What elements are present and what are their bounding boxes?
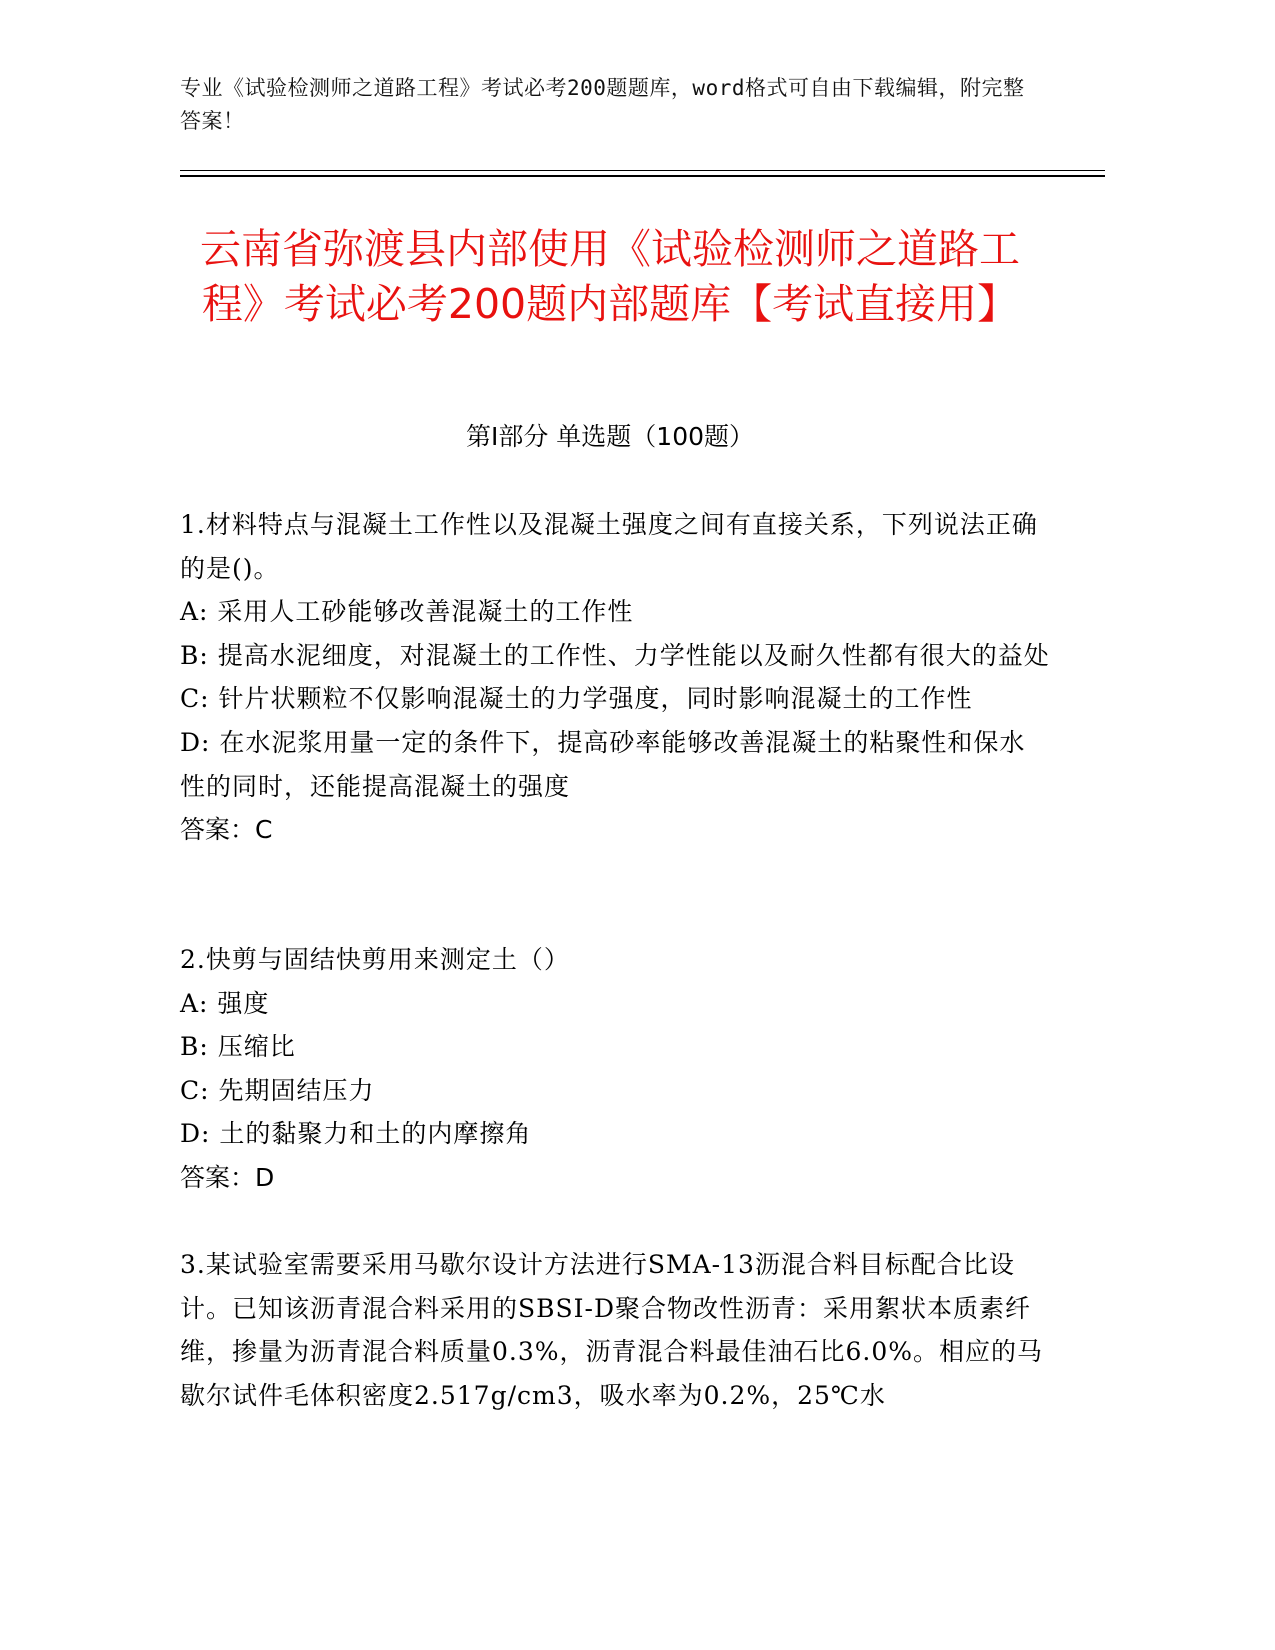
answer: 答案：C: [180, 815, 273, 845]
question-3: [180, 1243, 1050, 1417]
header-divider-thick: [180, 175, 1105, 177]
header-note: 专业《试验检测师之道路工程》考试必考200题题库，word格式可自由下载编辑，附完整答案！: [180, 76, 1025, 133]
option-c: C: 先期固结压力: [180, 1075, 375, 1105]
section-title: 第I部分 单选题（100题）: [465, 422, 755, 451]
option-b: B: 提高水泥细度，对混凝土的工作性、力学性能以及耐久性都有很大的益处: [180, 640, 1050, 670]
question-stem: 3.某试验室需要采用马歇尔设计方法进行SMA-13沥混合料目标配合比设计。已知该沥青混合料采用的SBSI-D聚合物改性沥青：采用絮状本质素纤维，掺量为沥青混合料质量0.3%，沥青混合料最佳油石比6.0%。相应的马歇尔试件毛体积密度2.517g/cm3，吸水率为0.2%，25℃水: [180, 1250, 1044, 1410]
answer: 答案：D: [180, 1162, 275, 1192]
question-stem: 1.材料特点与混凝土工作性以及混凝土强度之间有直接关系，下列说法正确的是()。: [180, 510, 1038, 583]
document-title: 云南省弥渡县内部使用《试验检测师之道路工程》考试必考200题内部题库【考试直接用】: [200, 225, 1020, 328]
option-b: B: 压缩比: [180, 1032, 296, 1062]
option-a: A: 强度: [180, 988, 270, 1018]
question-2: [180, 938, 1050, 1200]
question-1: [180, 503, 1050, 852]
question-stem: 2.快剪与固结快剪用来测定土（）: [180, 945, 570, 974]
option-c: C: 针片状颗粒不仅影响混凝土的力学强度，同时影响混凝土的工作性: [180, 684, 973, 714]
header-divider-thin: [180, 170, 1105, 171]
option-d: D: 土的黏聚力和土的内摩擦角: [180, 1119, 532, 1149]
option-a: A: 采用人工砂能够改善混凝土的工作性: [180, 597, 634, 627]
option-d: D: 在水泥浆用量一定的条件下，提高砂率能够改善混凝土的粘聚性和保水性的同时，还能提高混凝土的强度: [180, 727, 1026, 801]
